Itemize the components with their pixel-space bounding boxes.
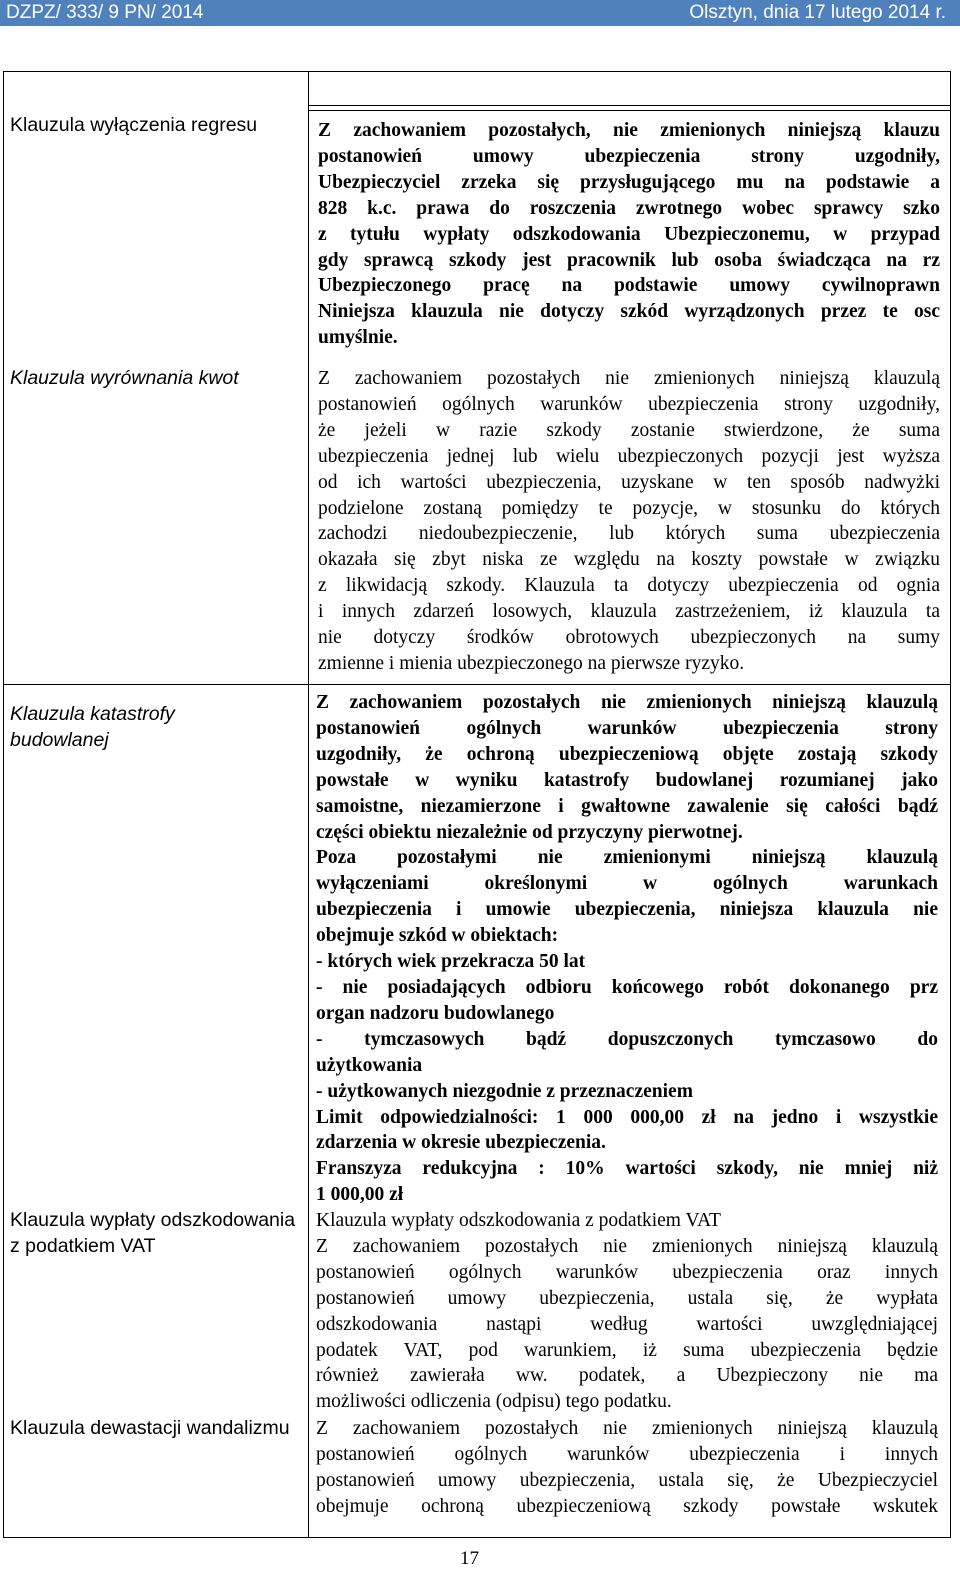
text-line: podatek VAT, pod warunkiem, iż suma ubezpieczenia będzie [316, 1339, 938, 1361]
row-divider [3, 684, 951, 685]
text-line: od ich wartości ubezpieczenia, uzyskane w ten sposób nadwyżki [318, 471, 940, 493]
clause-body-vandalism [316, 1416, 938, 1520]
text-line: postanowień ogólnych warunków ubezpieczenia strony [316, 717, 938, 739]
text-line: 1 000,00 zł [316, 1184, 404, 1206]
text-line: postanowień ogólnych warunków ubezpieczenia i innych [316, 1443, 938, 1465]
clause-label-recourse: Klauzula wyłączenia regresu [10, 114, 258, 136]
text-line: ubezpieczenia jednej lub wielu ubezpieczonych pozycji jest wyższa [318, 445, 940, 467]
text-line: że jeżeli w razie szkody zostanie stwierdzone, że suma [318, 419, 940, 441]
text-line: okazała się zbyt niska ze względu na koszty powstałe w związku [318, 549, 940, 571]
text-line: postanowień umowy ubezpieczenia, ustala się, że wypłata [316, 1287, 938, 1309]
table-border-top [3, 71, 951, 72]
text-line: powstałe w wyniku katastrofy budowlanej rozumianej jako [316, 769, 938, 791]
text-line: Z zachowaniem pozostałych, nie zmienionych niniejszą klauzu [318, 120, 940, 141]
text-line: - tymczasowych bądź dopuszczonych tymczasowo do [316, 1028, 938, 1050]
text-line: Niniejsza klauzula nie dotyczy szkód wyrządzonych przez te osc [318, 301, 940, 323]
text-line: również zawierała ww. podatek, a Ubezpieczony nie ma [316, 1365, 938, 1387]
text-line: z tytułu wypłaty odszkodowania Ubezpieczonemu, w przypad [318, 223, 940, 245]
table-border-right [950, 71, 951, 1538]
text-line: umyślnie. [318, 327, 398, 349]
text-line: postanowień ogólnych warunków ubezpieczenia oraz innych [316, 1261, 938, 1283]
text-line: Z zachowaniem pozostałych nie zmienionych niniejszą klauzulą [318, 368, 940, 389]
document-reference: DZPZ/ 333/ 9 PN/ 2014 [6, 2, 204, 23]
text-line: organ nadzoru budowlanego [316, 1002, 555, 1024]
text-line: postanowień ogólnych warunków ubezpieczenia strony uzgodniły, [318, 393, 940, 415]
text-line: użytkowania [316, 1054, 423, 1076]
text-line: samoistne, niezamierzone i gwałtowne zawalenie się całości bądź [316, 795, 938, 817]
text-line: Ubezpieczyciel zrzeka się przysługującego mu na podstawie a [318, 171, 940, 193]
text-line: zdarzenia w okresie ubezpieczenia. [316, 1132, 606, 1154]
clause-body-construction-disaster [316, 690, 938, 1208]
clause-label-vat-payout: Klauzula wypłaty odszkodowania z podatkiem VAT [10, 1209, 296, 1257]
text-line: obejmuje ochroną ubezpieczeniową szkody powstałe wskutek [316, 1495, 938, 1517]
text-line: Poza pozostałymi nie zmienionymi niniejszą klauzulą [316, 847, 938, 869]
place-and-date: Olsztyn, dnia 17 lutego 2014 r. [689, 2, 946, 23]
text-line: - użytkowanych niezgodnie z przeznaczeniem [316, 1080, 693, 1102]
text-line: części obiektu niezależnie od przyczyny pierwotnej. [316, 821, 743, 843]
text-line: - nie posiadających odbioru końcowego robót dokonanego prz [316, 976, 938, 998]
column-divider [308, 71, 309, 1538]
text-line: 828 k.c. prawa do roszczenia zwrotnego wobec sprawcy szko [318, 197, 940, 219]
text-line: Z zachowaniem pozostałych nie zmienionych niniejszą klauzulą [316, 692, 938, 713]
text-line: ubezpieczenia i umowie ubezpieczenia, niniejsza klauzula nie [316, 899, 938, 921]
text-line: gdy sprawcą szkody jest pracownik lub osoba świadcząca na rz [318, 249, 940, 271]
page-number: 17 [460, 1548, 479, 1569]
clause-label-sum-equalization: Klauzula wyrównania kwot [10, 367, 239, 389]
page-header-bar [0, 0, 960, 26]
table-border-bottom [3, 1537, 951, 1538]
text-line: Klauzula wypłaty odszkodowania z podatkiem VAT [316, 1210, 721, 1231]
text-line: postanowień umowy ubezpieczenia strony uzgodniły, [318, 145, 940, 167]
clause-label-vandalism: Klauzula dewastacji wandalizmu [10, 1417, 290, 1439]
clause-body-sum-equalization [318, 366, 940, 677]
text-line: zmienne i mienia ubezpieczonego na pierwsze ryzyko. [318, 652, 745, 674]
text-line: zachodzi niedoubezpieczenie, lub których suma ubezpieczenia [318, 523, 940, 545]
double-rule-lower [309, 110, 950, 111]
text-line: Franszyza redukcyjna : 10% wartości szkody, nie mniej niż [316, 1158, 938, 1180]
text-line: Limit odpowiedzialności: 1 000 000,00 zł na jedno i wszystkie [316, 1106, 938, 1128]
clause-label-construction-disaster: Klauzula katastrofy budowlanej [10, 703, 175, 751]
text-line: obejmuje szkód w obiektach: [316, 925, 559, 947]
text-line: Z zachowaniem pozostałych nie zmienionych niniejszą klauzulą [316, 1235, 938, 1257]
text-line: z likwidacją szkody. Klauzula ta dotyczy ubezpieczenia od ognia [318, 575, 940, 597]
text-line: Z zachowaniem pozostałych nie zmienionych niniejszą klauzulą [316, 1418, 938, 1439]
text-line: podzielone zostaną pomiędzy te pozycje, w stosunku do których [318, 497, 940, 519]
clause-body-recourse [318, 118, 940, 351]
text-line: nie dotyczy środków obrotowych ubezpieczonych na sumy [318, 627, 940, 649]
double-rule-upper [309, 105, 950, 106]
table-border-left [3, 71, 4, 1538]
text-line: Ubezpieczonego pracę na podstawie umowy cywilnoprawn [318, 275, 940, 297]
text-line: - których wiek przekracza 50 lat [316, 951, 586, 973]
text-line: i innych zdarzeń losowych, klauzula zastrzeżeniem, iż klauzula ta [318, 601, 940, 623]
clause-body-vat-payout [316, 1208, 938, 1415]
text-line: uzgodniły, że ochroną ubezpieczeniową objęte zostają szkody [316, 743, 938, 765]
text-line: możliwości odliczenia (odpisu) tego podatku. [316, 1391, 672, 1413]
text-line: odszkodowania nastąpi według wartości uwzględniającej [316, 1313, 938, 1335]
text-line: wyłączeniami określonymi w ogólnych warunkach [316, 873, 938, 895]
text-line: postanowień umowy ubezpieczenia, ustala się, że Ubezpieczyciel [316, 1469, 938, 1491]
